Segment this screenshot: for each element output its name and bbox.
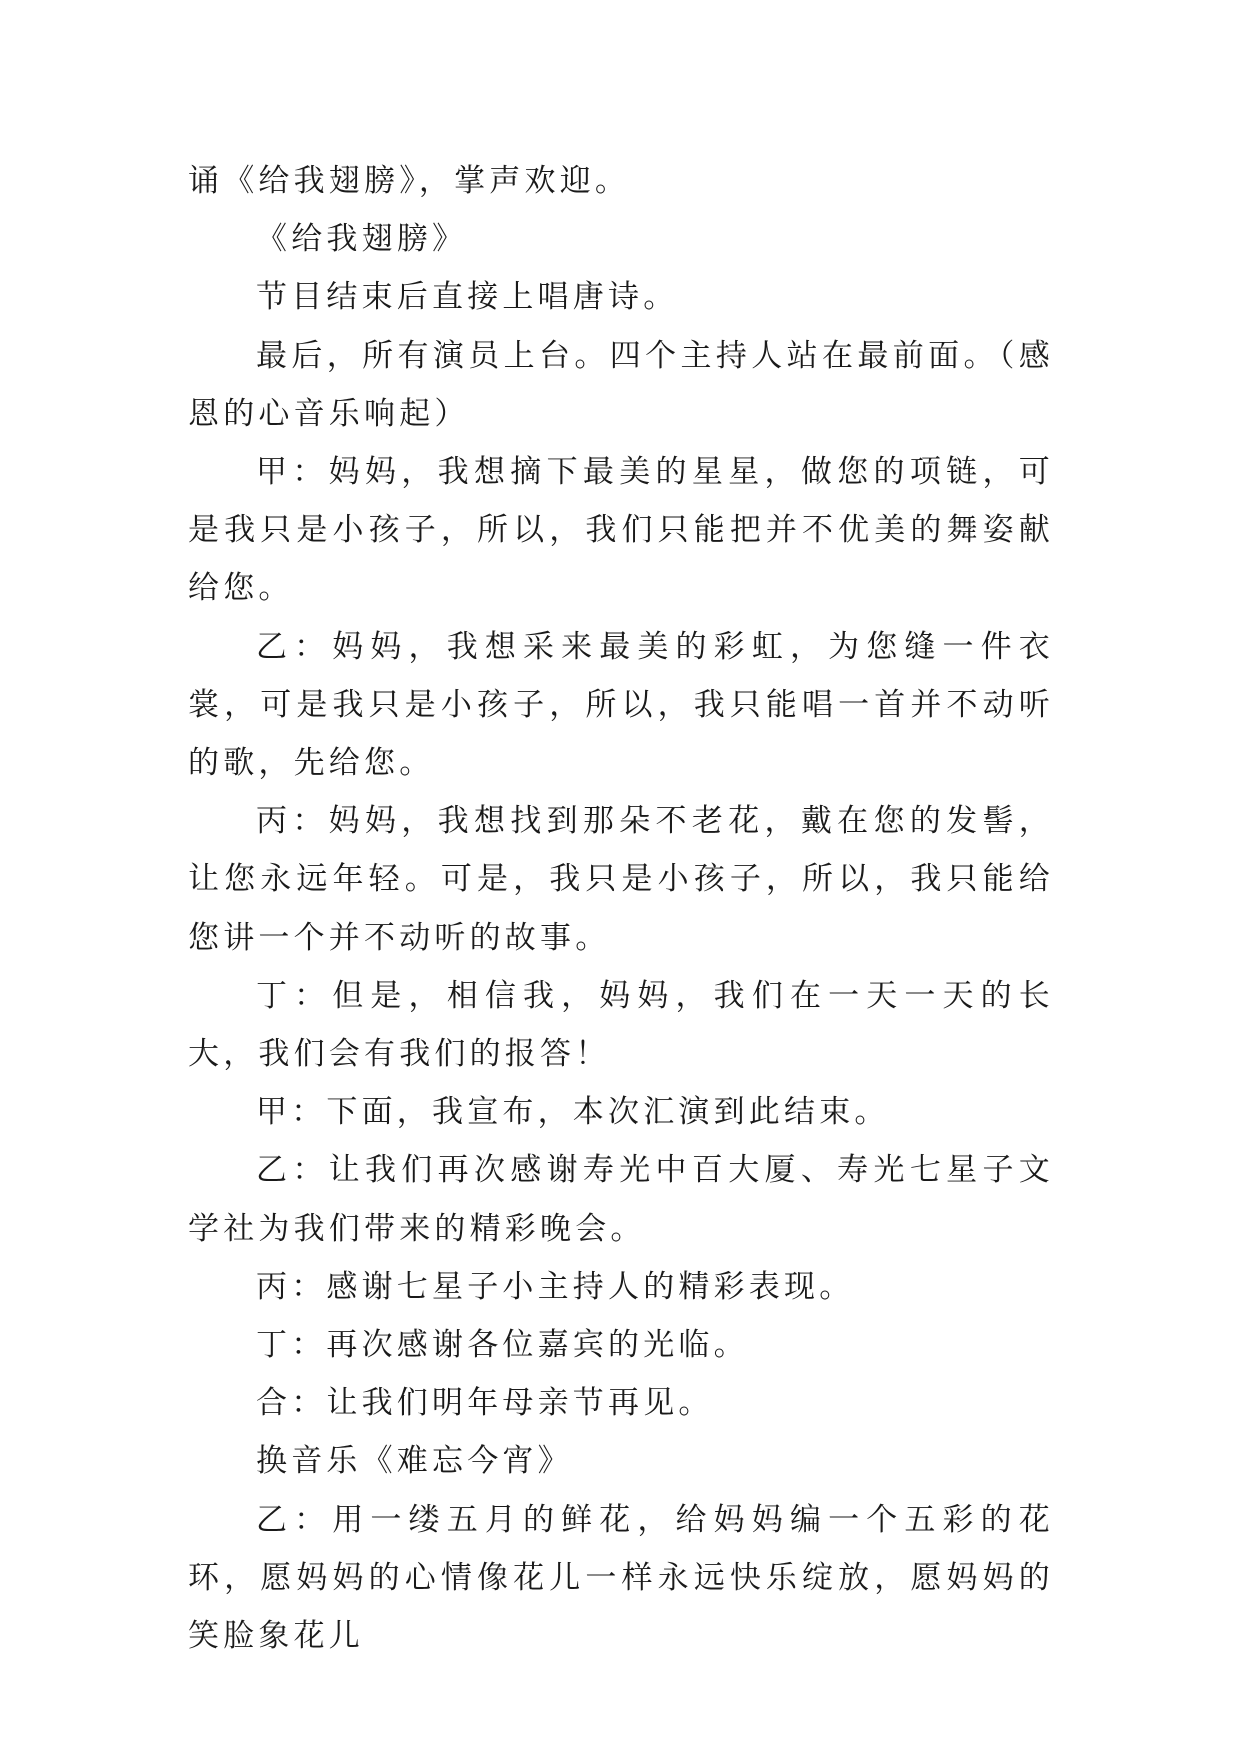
paragraph: 诵《给我翅膀》，掌声欢迎。: [188, 163, 631, 199]
body-text: [188, 152, 1054, 1665]
paragraph: 丁：但是，相信我，妈妈，我们在一天一天的长大，我们会有我们的报答！: [188, 977, 1054, 1073]
paragraph: 最后，所有演员上台。四个主持人站在最前面。（感恩的心音乐响起）: [188, 337, 1054, 432]
paragraph: 丙：感谢七星子小主持人的精彩表现。: [256, 1268, 855, 1305]
paragraph: 合：让我们明年母亲节再见。: [256, 1385, 714, 1422]
paragraph: 《给我翅膀》: [256, 221, 468, 258]
paragraph: 丙：妈妈，我想找到那朵不老花，戴在您的发髻，让您永远年轻。可是，我只是小孩子，所以，我只能给您讲一个并不动听的故事。: [188, 803, 1054, 956]
paragraph: 甲：妈妈，我想摘下最美的星星，做您的项链，可是我只是小孩子，所以，我们只能把并不优美的舞姿献给您。: [188, 454, 1054, 607]
paragraph: 甲：下面，我宣布，本次汇演到此结束。: [256, 1094, 890, 1131]
paragraph: 乙：用一缕五月的鲜花，给妈妈编一个五彩的花环，愿妈妈的心情像花儿一样永远快乐绽放，愿妈妈的笑脸象花儿: [188, 1501, 1054, 1655]
paragraph: 丁：再次感谢各位嘉宾的光临。: [256, 1327, 749, 1364]
paragraph: 节目结束后直接上唱唐诗。: [256, 279, 679, 316]
paragraph: 乙：让我们再次感谢寿光中百大厦、寿光七星子文学社为我们带来的精彩晚会。: [188, 1152, 1054, 1247]
paragraph: 换音乐《难忘今宵》: [256, 1443, 573, 1480]
paragraph: 乙：妈妈，我想采来最美的彩虹，为您缝一件衣裳，可是我只是小孩子，所以，我只能唱一首并不动听的歌，先给您。: [188, 628, 1054, 782]
